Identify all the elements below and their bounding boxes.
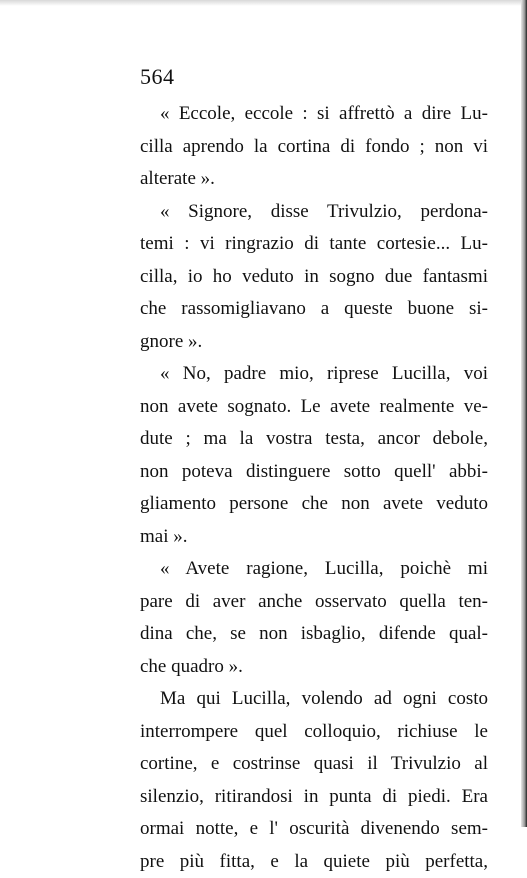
text-line: gnore ».	[140, 326, 488, 359]
paragraph	[140, 98, 488, 196]
paragraph	[140, 196, 488, 359]
page-number: 564	[140, 62, 488, 98]
text-line: pre più fitta, e la quiete più perfetta,	[140, 846, 488, 878]
text-line: gliamento persone che non avete veduto	[140, 488, 488, 521]
paragraph	[140, 358, 488, 553]
text-line: non avete sognato. Le avete realmente ve-	[140, 391, 488, 424]
text-line: « No, padre mio, riprese Lucilla, voi	[140, 358, 488, 391]
text-line: « Avete ragione, Lucilla, poichè mi	[140, 553, 488, 586]
paragraph	[140, 553, 488, 683]
text-line: ormai notte, e l' oscurità divenendo sem-	[140, 813, 488, 846]
text-line: silenzio, ritirandosi in punta di piedi. Era	[140, 781, 488, 814]
text-line: che rassomigliavano a queste buone si-	[140, 293, 488, 326]
paragraphs-container	[140, 98, 488, 878]
text-line: cilla, io ho veduto in sogno due fantasmi	[140, 261, 488, 294]
text-line: mai ».	[140, 521, 488, 554]
text-line: cilla aprendo la cortina di fondo ; non vi	[140, 131, 488, 164]
text-line: dute ; ma la vostra testa, ancor debole,	[140, 423, 488, 456]
book-page-text	[140, 62, 488, 878]
text-line: dina che, se non isbaglio, difende qual-	[140, 618, 488, 651]
paragraph	[140, 683, 488, 878]
text-line: interrompere quel colloquio, richiuse le	[140, 716, 488, 749]
text-line: « Signore, disse Trivulzio, perdona-	[140, 196, 488, 229]
text-line: alterate ».	[140, 163, 488, 196]
text-line: « Eccole, eccole : si affrettò a dire Lu-	[140, 98, 488, 131]
page-edge-shadow	[521, 0, 527, 827]
text-line: cortine, e costrinse quasi il Trivulzio al	[140, 748, 488, 781]
text-line: Ma qui Lucilla, volendo ad ogni costo	[140, 683, 488, 716]
page-top-shadow	[0, 0, 527, 6]
text-line: temi : vi ringrazio di tante cortesie... Lu-	[140, 228, 488, 261]
text-line: pare di aver anche osservato quella ten-	[140, 586, 488, 619]
text-line: che quadro ».	[140, 651, 488, 684]
text-line: non poteva distinguere sotto quell' abbi-	[140, 456, 488, 489]
